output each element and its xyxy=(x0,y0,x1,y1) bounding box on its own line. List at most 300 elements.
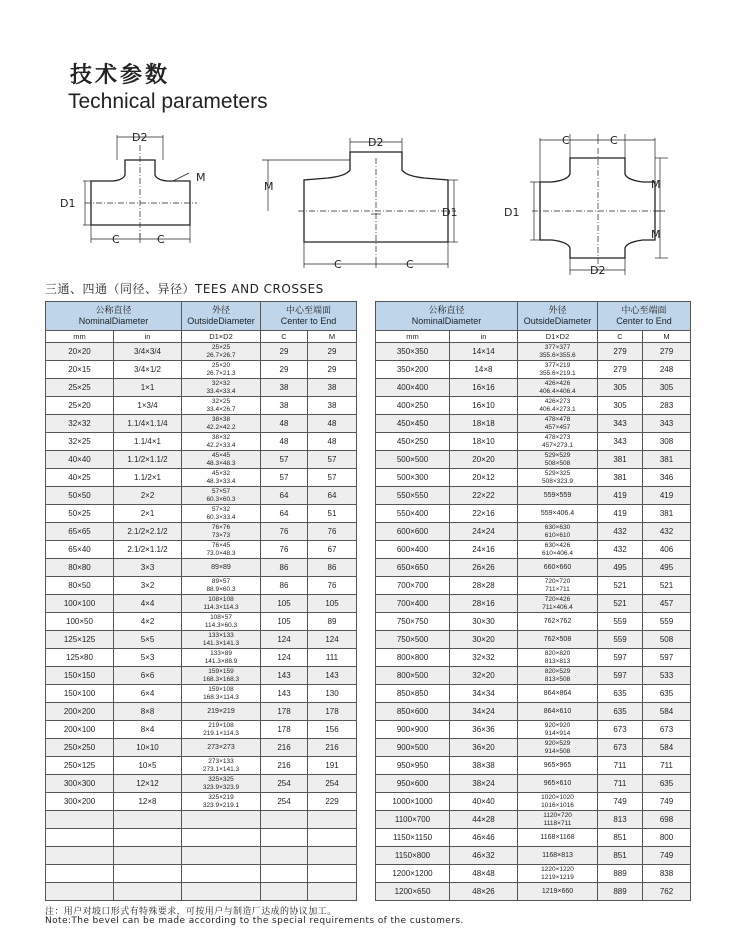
cell-d1: 32×25 xyxy=(211,398,231,405)
table-row xyxy=(376,469,691,487)
cell-in: 12×12 xyxy=(114,775,182,793)
cell-m: 283 xyxy=(643,397,691,415)
cell-d2: 33.4×26.7 xyxy=(206,405,236,413)
cell-m: 191 xyxy=(308,757,357,775)
cell-c: 29 xyxy=(261,343,308,361)
cell-in: 18×10 xyxy=(450,433,518,451)
cell-m xyxy=(308,811,357,829)
cell-in: 2.1/2×1.1/2 xyxy=(114,541,182,559)
cell-d1: 219×219 xyxy=(207,707,235,715)
cell-d1d2 xyxy=(518,685,598,703)
cross-diagram xyxy=(500,130,675,280)
cell-d2: 1219×1219 xyxy=(541,873,574,881)
cell-m: 597 xyxy=(643,649,691,667)
label-m-bottom: M xyxy=(651,228,661,241)
cell-mm: 650×650 xyxy=(376,559,450,577)
cell-d1d2 xyxy=(518,379,598,397)
cell-c: 305 xyxy=(598,379,643,397)
cell-d1d2 xyxy=(518,559,598,577)
cell-c: 216 xyxy=(261,757,308,775)
cell-m: 48 xyxy=(308,433,357,451)
cell-m xyxy=(308,847,357,865)
cell-d2: 33.4×33.4 xyxy=(206,387,236,395)
cell-c: 124 xyxy=(261,649,308,667)
cell-mm: 750×750 xyxy=(376,613,450,631)
cell-in: 14×8 xyxy=(450,361,518,379)
table-row xyxy=(46,721,357,739)
cell-d2: 406.4×273.1 xyxy=(539,405,576,413)
cell-m: 229 xyxy=(308,793,357,811)
cell-d1: 1220×1220 xyxy=(541,866,574,873)
cell-m: 308 xyxy=(643,433,691,451)
table-row xyxy=(46,613,357,631)
cell-d2: 26.7×21.3 xyxy=(206,369,236,377)
cell-m: 76 xyxy=(308,523,357,541)
cell-c: 851 xyxy=(598,847,643,865)
cell-d2: 813×813 xyxy=(544,657,571,665)
cell-d1d2 xyxy=(518,667,598,685)
cell-d2: 610×406.4 xyxy=(542,549,573,557)
cell-in: 44×28 xyxy=(450,811,518,829)
cell-d1: 864×610 xyxy=(543,707,572,715)
cell-in: 38×38 xyxy=(450,757,518,775)
subheader-in: in xyxy=(450,331,518,343)
cell-d1d2 xyxy=(182,379,261,397)
table-row xyxy=(376,559,691,577)
cell-d1d2 xyxy=(182,721,261,739)
table-row xyxy=(376,739,691,757)
cell-mm: 850×850 xyxy=(376,685,450,703)
cell-c: 851 xyxy=(598,829,643,847)
cell-d1: 920×920 xyxy=(544,722,571,729)
cell-in: 8×4 xyxy=(114,721,182,739)
cell-mm: 1100×700 xyxy=(376,811,450,829)
cell-in: 1×3/4 xyxy=(114,397,182,415)
cell-mm: 25×25 xyxy=(46,379,114,397)
cell-m: 38 xyxy=(308,397,357,415)
cell-d2: 42.2×33.4 xyxy=(206,441,236,449)
subheader-mm: mm xyxy=(46,331,114,343)
cell-d1d2 xyxy=(182,667,261,685)
cell-mm: 1150×800 xyxy=(376,847,450,865)
cell-d2: 406.4×406.4 xyxy=(539,387,576,395)
cell-d1d2 xyxy=(518,775,598,793)
cell-in: 24×24 xyxy=(450,523,518,541)
subheader-d1d2: D1×D2 xyxy=(182,331,261,343)
cell-c xyxy=(261,829,308,847)
cell-d1: 720×720 xyxy=(544,578,571,585)
cell-m xyxy=(308,829,357,847)
cell-d2: 914×508 xyxy=(544,747,571,755)
cell-in: 38×24 xyxy=(450,775,518,793)
cell-m: 381 xyxy=(643,505,691,523)
header-center: 中心至端面 Center to End xyxy=(261,302,357,331)
cell-m: 305 xyxy=(643,379,691,397)
label-d2: D2 xyxy=(368,136,384,149)
cell-d1d2 xyxy=(182,793,261,811)
cell-d1: 559×559 xyxy=(543,491,572,499)
cell-in: 2.1/2×2.1/2 xyxy=(114,523,182,541)
cell-mm: 65×40 xyxy=(46,541,114,559)
cell-d1d2 xyxy=(182,703,261,721)
cell-in: 14×14 xyxy=(450,343,518,361)
cell-d1: 57×57 xyxy=(211,488,231,495)
cell-mm: 150×100 xyxy=(46,685,114,703)
cell-d1: 38×38 xyxy=(211,416,231,423)
cell-d2: 168.3×168.3 xyxy=(202,675,240,683)
cell-d1d2 xyxy=(518,577,598,595)
table-row xyxy=(376,433,691,451)
cell-d1: 133×89 xyxy=(210,650,232,657)
cell-mm: 400×400 xyxy=(376,379,450,397)
table-row xyxy=(46,433,357,451)
cell-d1: 273×273 xyxy=(207,743,235,751)
cell-d1d2 xyxy=(518,721,598,739)
cell-d1: 108×57 xyxy=(210,614,232,621)
cell-m: 346 xyxy=(643,469,691,487)
table-row xyxy=(376,793,691,811)
footnote xyxy=(45,908,464,926)
cell-c: 105 xyxy=(261,595,308,613)
cell-d2: 508×323.9 xyxy=(542,477,573,485)
cell-d1d2 xyxy=(182,739,261,757)
cell-m: 216 xyxy=(308,739,357,757)
table-row xyxy=(46,775,357,793)
cell-m: 156 xyxy=(308,721,357,739)
cell-d1: 559×406.4 xyxy=(540,509,575,517)
cell-d1: 820×820 xyxy=(544,650,571,657)
table-row xyxy=(46,577,357,595)
cell-d1: 159×159 xyxy=(208,668,234,675)
cell-m xyxy=(308,865,357,883)
cell-m: 800 xyxy=(643,829,691,847)
cell-d2: 273.1×141.3 xyxy=(202,765,240,773)
cell-mm: 300×200 xyxy=(46,793,114,811)
cell-mm xyxy=(46,865,114,883)
cell-m: 533 xyxy=(643,667,691,685)
cell-m: 406 xyxy=(643,541,691,559)
cell-d1: 660×660 xyxy=(543,563,572,571)
cell-d1: 377×219 xyxy=(544,362,571,369)
cell-m: 508 xyxy=(643,631,691,649)
cell-in: 5×5 xyxy=(114,631,182,649)
cell-in: 22×16 xyxy=(450,505,518,523)
cell-mm: 750×500 xyxy=(376,631,450,649)
table-row xyxy=(46,379,357,397)
cell-m: 86 xyxy=(308,559,357,577)
cell-d2: 219.1×114.3 xyxy=(203,729,239,737)
cell-d1: 478×273 xyxy=(544,434,571,441)
cell-c: 143 xyxy=(261,667,308,685)
cell-mm: 1150×1150 xyxy=(376,829,450,847)
cell-mm: 80×50 xyxy=(46,577,114,595)
cell-m: 419 xyxy=(643,487,691,505)
cell-m: 57 xyxy=(308,469,357,487)
cell-mm: 900×900 xyxy=(376,721,450,739)
cell-m: 57 xyxy=(308,451,357,469)
cell-mm: 600×600 xyxy=(376,523,450,541)
cell-mm: 500×500 xyxy=(376,451,450,469)
cell-in: 30×30 xyxy=(450,613,518,631)
cell-mm: 150×150 xyxy=(46,667,114,685)
cell-d2: 457×457 xyxy=(544,423,571,431)
cell-d1: 133×133 xyxy=(208,632,234,639)
cell-m: 248 xyxy=(643,361,691,379)
cell-d1d2 xyxy=(182,883,261,901)
table-row xyxy=(376,703,691,721)
cell-mm: 350×350 xyxy=(376,343,450,361)
table-row xyxy=(46,865,357,883)
cell-c: 254 xyxy=(261,793,308,811)
cell-d2: 73.0×48.3 xyxy=(206,549,236,557)
cell-c: 521 xyxy=(598,595,643,613)
cell-mm: 900×500 xyxy=(376,739,450,757)
cell-d1d2 xyxy=(518,829,598,847)
cell-in: 46×32 xyxy=(450,847,518,865)
cell-in: 34×34 xyxy=(450,685,518,703)
table-row xyxy=(376,757,691,775)
cell-in: 6×6 xyxy=(114,667,182,685)
table-row xyxy=(376,379,691,397)
table-row xyxy=(46,523,357,541)
cell-c: 124 xyxy=(261,631,308,649)
cell-d2: 73×73 xyxy=(211,531,231,539)
cell-in: 3×2 xyxy=(114,577,182,595)
table-row xyxy=(46,595,357,613)
cell-c: 178 xyxy=(261,721,308,739)
cell-m: 673 xyxy=(643,721,691,739)
cell-in xyxy=(114,865,182,883)
cell-c: 279 xyxy=(598,361,643,379)
cell-c: 673 xyxy=(598,739,643,757)
cell-in: 28×28 xyxy=(450,577,518,595)
cell-d1d2 xyxy=(518,883,598,901)
cell-in: 48×26 xyxy=(450,883,518,901)
cell-c: 432 xyxy=(598,541,643,559)
cell-d1d2 xyxy=(182,433,261,451)
label-c-right: C xyxy=(406,258,414,271)
cell-in: 18×18 xyxy=(450,415,518,433)
cell-mm: 50×50 xyxy=(46,487,114,505)
cell-d1d2 xyxy=(518,847,598,865)
cell-in: 1×1 xyxy=(114,379,182,397)
cell-d1d2 xyxy=(518,505,598,523)
cell-m: 64 xyxy=(308,487,357,505)
header-outside: 外径 OutsideDiameter xyxy=(182,302,261,331)
cell-mm: 32×32 xyxy=(46,415,114,433)
cell-d1d2 xyxy=(182,469,261,487)
cell-d1d2 xyxy=(518,361,598,379)
cell-c: 419 xyxy=(598,487,643,505)
cell-d1d2 xyxy=(518,523,598,541)
cell-mm: 700×700 xyxy=(376,577,450,595)
cell-d1d2 xyxy=(518,541,598,559)
cell-d1: 1168×813 xyxy=(542,851,573,859)
table-row xyxy=(46,793,357,811)
tee-equal-diagram xyxy=(55,125,225,255)
cell-in: 28×16 xyxy=(450,595,518,613)
cell-c: 86 xyxy=(261,559,308,577)
cell-d1: 762×762 xyxy=(543,617,572,625)
table-row xyxy=(46,361,357,379)
cell-d2: 48.3×48.3 xyxy=(206,459,236,467)
cell-mm: 1200×1200 xyxy=(376,865,450,883)
cell-c: 38 xyxy=(261,379,308,397)
cell-d1d2 xyxy=(182,397,261,415)
cell-m: 279 xyxy=(643,343,691,361)
cell-m: 51 xyxy=(308,505,357,523)
cell-m: 495 xyxy=(643,559,691,577)
cell-c: 343 xyxy=(598,415,643,433)
cell-d1d2 xyxy=(518,631,598,649)
cell-d1d2 xyxy=(182,847,261,865)
cell-d1: 76×45 xyxy=(211,542,231,549)
cell-mm: 100×50 xyxy=(46,613,114,631)
cell-d1: 864×864 xyxy=(543,689,572,697)
cell-m: 711 xyxy=(643,757,691,775)
label-c-left: C xyxy=(112,233,120,246)
cell-d1d2 xyxy=(182,415,261,433)
cell-in: 4×4 xyxy=(114,595,182,613)
cell-d1: 159×108 xyxy=(208,686,234,693)
header-nominal: 公称直径 NominalDiameter xyxy=(46,302,182,331)
label-c-right: C xyxy=(157,233,165,246)
cell-m: 178 xyxy=(308,703,357,721)
label-c-left: C xyxy=(334,258,342,271)
cell-d2: 48.3×33.4 xyxy=(206,477,236,485)
cell-c: 381 xyxy=(598,451,643,469)
cell-in: 32×20 xyxy=(450,667,518,685)
cell-d1d2 xyxy=(518,451,598,469)
cell-mm: 550×400 xyxy=(376,505,450,523)
cell-d1d2 xyxy=(182,613,261,631)
table-row xyxy=(376,865,691,883)
cell-m: 343 xyxy=(643,415,691,433)
cell-d1: 529×529 xyxy=(544,452,571,459)
cell-mm xyxy=(46,811,114,829)
table-row xyxy=(46,847,357,865)
cell-mm: 50×25 xyxy=(46,505,114,523)
cell-d1d2 xyxy=(182,523,261,541)
cell-d1d2 xyxy=(518,649,598,667)
cell-m: 67 xyxy=(308,541,357,559)
cell-in: 40×40 xyxy=(450,793,518,811)
cell-in: 1.1/2×1.1/2 xyxy=(114,451,182,469)
cell-c: 305 xyxy=(598,397,643,415)
cell-m: 584 xyxy=(643,703,691,721)
cell-d1: 76×76 xyxy=(211,524,231,531)
cell-d2: 88.9×60.3 xyxy=(206,585,236,593)
cell-in xyxy=(114,883,182,901)
table-row xyxy=(376,775,691,793)
cell-c: 178 xyxy=(261,703,308,721)
cell-d1d2 xyxy=(182,361,261,379)
table-row xyxy=(376,487,691,505)
cell-c: 635 xyxy=(598,703,643,721)
cell-c: 105 xyxy=(261,613,308,631)
cell-d2: 168.3×114.3 xyxy=(203,693,239,701)
table-row xyxy=(376,523,691,541)
cell-c: 559 xyxy=(598,631,643,649)
cell-d1d2 xyxy=(182,811,261,829)
cell-d1d2 xyxy=(518,343,598,361)
cell-in: 20×12 xyxy=(450,469,518,487)
cell-d1d2 xyxy=(518,811,598,829)
cell-c: 216 xyxy=(261,739,308,757)
cell-d1: 720×426 xyxy=(544,596,571,603)
cell-c: 711 xyxy=(598,775,643,793)
cell-m: 124 xyxy=(308,631,357,649)
cell-in: 3/4×3/4 xyxy=(114,343,182,361)
cell-c: 749 xyxy=(598,793,643,811)
left-parameter-table xyxy=(45,301,357,901)
table-row xyxy=(46,829,357,847)
cell-c: 57 xyxy=(261,451,308,469)
cell-c: 432 xyxy=(598,523,643,541)
subheader-in: in xyxy=(114,331,182,343)
cell-d1d2 xyxy=(518,595,598,613)
cell-d2: 60.3×60.3 xyxy=(206,495,236,503)
cell-d2: 355.6×219.1 xyxy=(539,369,576,377)
table-row xyxy=(376,847,691,865)
cell-d1: 89×57 xyxy=(211,578,231,585)
header-nominal: 公称直径 NominalDiameter xyxy=(376,302,518,331)
cell-d2: 610×610 xyxy=(544,531,571,539)
cell-mm: 100×100 xyxy=(46,595,114,613)
table-row xyxy=(46,883,357,901)
cell-mm: 65×65 xyxy=(46,523,114,541)
label-d1: D1 xyxy=(504,206,520,219)
cell-d1: 325×219 xyxy=(208,794,234,801)
subheader-m: M xyxy=(643,331,691,343)
cell-m: 749 xyxy=(643,847,691,865)
cell-d1: 377×377 xyxy=(544,344,571,351)
table-row xyxy=(376,397,691,415)
label-c-left: C xyxy=(562,134,570,147)
cell-d2: 711×711 xyxy=(545,585,570,593)
table-row xyxy=(376,505,691,523)
cell-d1d2 xyxy=(182,505,261,523)
table-row xyxy=(376,451,691,469)
cell-d1d2 xyxy=(518,703,598,721)
cell-in: 20×20 xyxy=(450,451,518,469)
cell-in: 16×10 xyxy=(450,397,518,415)
cell-d1: 1168×1168 xyxy=(540,833,575,841)
table-row xyxy=(46,757,357,775)
cell-m: 698 xyxy=(643,811,691,829)
cell-c: 29 xyxy=(261,361,308,379)
cell-mm xyxy=(46,883,114,901)
table-row xyxy=(376,883,691,901)
label-m: M xyxy=(264,180,274,193)
cell-d2: 114.3×60.3 xyxy=(204,621,238,629)
cell-d1d2 xyxy=(182,757,261,775)
cell-in: 26×26 xyxy=(450,559,518,577)
cell-m: 254 xyxy=(308,775,357,793)
cell-in: 1.1/4×1.1/4 xyxy=(114,415,182,433)
table-row xyxy=(46,631,357,649)
cell-mm: 850×600 xyxy=(376,703,450,721)
cell-c: 711 xyxy=(598,757,643,775)
cell-c: 673 xyxy=(598,721,643,739)
cell-c: 381 xyxy=(598,469,643,487)
cell-in: 1.1/2×1 xyxy=(114,469,182,487)
table-row xyxy=(376,829,691,847)
cell-mm: 25×20 xyxy=(46,397,114,415)
title-chinese: 技术参数 xyxy=(70,63,171,88)
cell-d2: 1016×1016 xyxy=(541,801,574,809)
table-row xyxy=(46,487,357,505)
